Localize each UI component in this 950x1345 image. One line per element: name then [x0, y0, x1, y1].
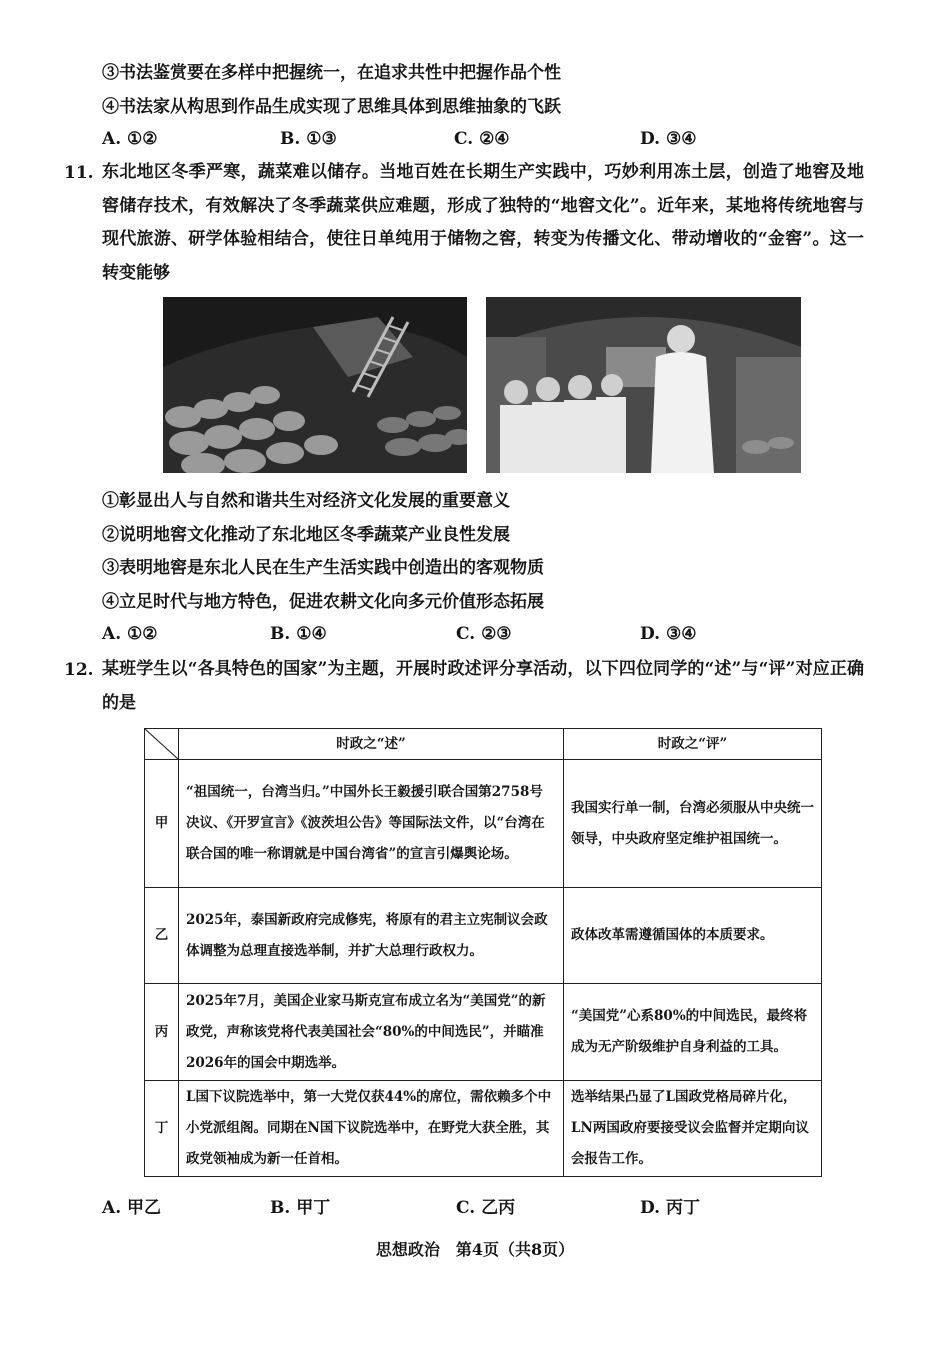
- q11-options: [102, 624, 822, 646]
- q12-option-d: D. 丙丁: [640, 1198, 700, 1218]
- q10-item-3: ③书法鉴赏要在多样中把握统一，在追求共性中把握作品个性: [102, 63, 561, 83]
- q11-option-c: C. ②③: [456, 624, 512, 644]
- row-ping: 政体改革需遵循国体的本质要求。: [564, 888, 822, 984]
- study-tour-photo: [486, 297, 801, 473]
- table-header-row: [145, 729, 822, 760]
- q12-options: [102, 1193, 822, 1218]
- q11-option-b: B. ①④: [270, 624, 327, 644]
- header-shu: 时政之“述”: [179, 729, 564, 760]
- q11-stem: 东北地区冬季严寒，蔬菜难以储存。当地百姓在长期生产实践中，巧妙利用冻土层，创造了地窖及地窖储存技术，有效解决了冬季蔬菜供应难题，形成了独特的“地窖文化”。近年来，某地将传统地窖与现代旅游、研学体验相结合，使往日单纯用于储物之窖，转变为传播文化、带动增收的“金窖”。这一转变能够: [102, 162, 864, 283]
- row-shu: 2025年7月，美国企业家马斯克宣布成立名为“美国党”的新政党，声称该党将代表美国社会“80%的中间选民”，并瞄准2026年的国会中期选举。: [179, 984, 564, 1081]
- q11-number: 11.: [64, 163, 94, 183]
- row-label: 乙: [145, 888, 179, 984]
- q11-item-1: ①彰显出人与自然和谐共生对经济文化发展的重要意义: [102, 491, 510, 511]
- row-shu: L国下议院选举中，第一大党仅获44%的席位，需依赖多个中小党派组阁。同期在N国下议院选举中，在野党大获全胜，其政党领袖成为新一任首相。: [179, 1081, 564, 1177]
- row-ping: “美国党”心系80%的中间选民，最终将成为无产阶级维护自身利益的工具。: [564, 984, 822, 1081]
- q11-option-d: D. ③④: [640, 624, 697, 644]
- q12-option-b: B. 甲丁: [270, 1198, 331, 1218]
- q12-option-a: A. 甲乙: [102, 1198, 162, 1218]
- row-ping: 选举结果凸显了L国政党格局碎片化，LN两国政府要接受议会监督并定期向议会报告工作。: [564, 1081, 822, 1177]
- q12-number: 12.: [64, 660, 94, 680]
- q11-item-4: ④立足时代与地方特色，促进农耕文化向多元价值形态拓展: [102, 592, 544, 612]
- row-label: 丁: [145, 1081, 179, 1177]
- row-ping: 我国实行单一制，台湾必须服从中央统一领导，中央政府坚定维护祖国统一。: [564, 760, 822, 888]
- q10-item-4: ④书法家从构思到作品生成实现了思维具体到思维抽象的飞跃: [102, 97, 561, 117]
- table-corner-cell: [145, 729, 179, 760]
- row-shu: “祖国统一，台湾当归。”中国外长王毅援引联合国第2758号决议、《开罗宣言》《波茨坦公告》等国际法文件，以“台湾在联合国的唯一称谓就是中国台湾省”的宣言引爆舆论场。: [179, 760, 564, 888]
- table-row: [145, 760, 822, 888]
- q11-item-3: ③表明地窖是东北人民在生产生活实践中创造出的客观物质: [102, 558, 544, 578]
- q11-option-a: A. ①②: [102, 624, 158, 644]
- q10-option-c: C. ②④: [454, 129, 510, 149]
- row-label: 丙: [145, 984, 179, 1081]
- q10-option-b: B. ①③: [280, 129, 337, 149]
- table-row: [145, 984, 822, 1081]
- table-row: [145, 888, 822, 984]
- page-footer: 思想政治 第4页（共8页）: [375, 1240, 575, 1259]
- header-ping: 时政之“评”: [564, 729, 822, 760]
- cellar-storage-photo: [163, 297, 467, 473]
- q10-options: [102, 129, 822, 151]
- commentary-table: [144, 728, 822, 1177]
- q10-option-a: A. ①②: [102, 129, 158, 149]
- q11-item-2: ②说明地窖文化推动了东北地区冬季蔬菜产业良性发展: [102, 525, 510, 545]
- table-row: [145, 1081, 822, 1177]
- q12-option-c: C. 乙丙: [456, 1198, 516, 1218]
- q10-option-d: D. ③④: [640, 129, 697, 149]
- row-label: 甲: [145, 760, 179, 888]
- q12-stem: 某班学生以“各具特色的国家”为主题，开展时政述评分享活动，以下四位同学的“述”与“评”对应正确的是: [102, 659, 864, 713]
- row-shu: 2025年，泰国新政府完成修宪，将原有的君主立宪制议会政体调整为总理直接选举制，并扩大总理行政权力。: [179, 888, 564, 984]
